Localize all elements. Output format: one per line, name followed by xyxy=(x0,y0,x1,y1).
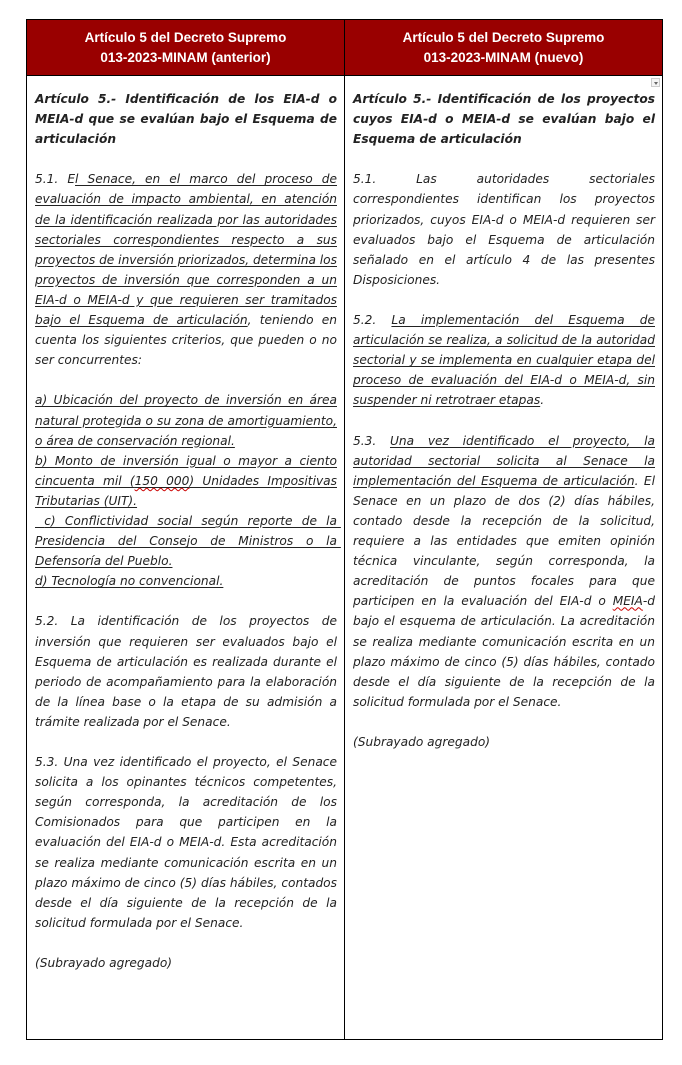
article-title-new: Artículo 5.- Identificación de los proyectos cuyos EIA-d o MEIA-d se evalúan bajo el Esquema de articulación xyxy=(353,92,655,147)
note-new: (Subrayado agregado) xyxy=(353,735,491,749)
cell-new xyxy=(345,76,662,1039)
header-new-line2: 013-2023-MINAM (nuevo) xyxy=(423,49,584,65)
p51-suffix: , teniendo en cuenta los siguientes criterios, que pueden o no ser concurrentes: xyxy=(35,313,338,368)
header-previous-line1: Artículo 5 del Decreto Supremo xyxy=(84,29,287,45)
criterion-b-pre: b) Monto de inversión igual o mayor a ciento cincuenta mil ( xyxy=(35,453,337,488)
p52-underlined: La implementación del Esquema de articulación se realiza, a solicitud de la autoridad sectorial y se implementa en cualquier etapa del proceso de evaluación del EIA-d o MEIA-d, sin suspender ni retrotraer etapas xyxy=(353,313,655,408)
criterion-b-number: 150 000 xyxy=(134,473,190,488)
comparison-table xyxy=(26,19,663,1040)
header-new xyxy=(345,20,662,76)
p53-prefix: 5.3. xyxy=(353,433,390,448)
article-title-previous: Artículo 5.- Identificación de los EIA-d o MEIA-d que se evalúan bajo el Esquema de articulación xyxy=(35,92,337,147)
criterion-b-post: ) Unidades Impositivas Tributarias (UIT). xyxy=(35,473,337,508)
paragraph-5-1-previous xyxy=(35,169,337,370)
p53-mid: . El Senace en un plazo de dos (2) días hábiles, contado desde la recepción de la solicitud, requiere a las entidades que emiten opinión técnica vinculante, según corresponda, la acreditación de puntos focales para que participen en la evaluación del EIA-d o xyxy=(353,473,655,609)
header-previous xyxy=(27,20,345,76)
p51-prefix: 5.1. E xyxy=(35,172,76,187)
p51-underlined: l Senace, en el marco del proceso de evaluación de impacto ambiental, en atención de la identificación realizada por las autoridades sectoriales correspondientes respecto a sus proyectos de inversión priorizados, determina los proyectos de inversión que corresponden a un EIA-d o MEIA-d y que requieren ser tramitados bajo el Esquema de articulación xyxy=(35,172,337,328)
dropdown-arrow-icon[interactable] xyxy=(651,78,660,87)
header-previous-line2: 013-2023-MINAM (anterior) xyxy=(100,49,271,65)
paragraph-5-3-previous: 5.3. Una vez identificado el proyecto, el Senace solicita a los opinantes técnicos competentes, según corresponda, la acreditación de los Comisionados para que participen en la evaluación del EIA-d o MEIA-d. Esta acreditación se realiza mediante comunicación escrita en un plazo máximo de cinco (5) días hábiles, contados desde el día siguiente de la recepción de la solicitud formulada por el Senace. xyxy=(35,755,337,930)
p53-meia: MEIA xyxy=(612,594,643,609)
paragraph-5-1-new: 5.1. Las autoridades sectoriales correspondientes identifican los proyectos priorizados, cuyos EIA-d o MEIA-d requieren ser evaluados bajo el Esquema de articulación señalado en el artículo 4 de las presentes Disposiciones. xyxy=(353,172,655,287)
note-previous: (Subrayado agregado) xyxy=(35,956,173,971)
p53-underlined: Una vez identificado el proyecto, la autoridad sectorial solicita al Senace la implementación del Esquema de articulación xyxy=(353,433,655,488)
criterion-c: c) Conflictividad social según reporte de la Presidencia del Consejo de Ministros o la Defensoría del Pueblo. xyxy=(35,513,341,569)
paragraph-5-2-previous: 5.2. La identificación de los proyectos de inversión que requieren ser evaluados bajo el Esquema de articulación es realizada durante el periodo de acompañamiento para la elaboración de la línea base o la etapa de su admisión a trámite realizada por el Senace. xyxy=(35,614,337,729)
criterion-a: a) Ubicación del proyecto de inversión en área natural protegida o su zona de amortiguamiento, o área de conservación regional. xyxy=(35,393,337,448)
header-new-line1: Artículo 5 del Decreto Supremo xyxy=(402,29,605,45)
criterion-b xyxy=(35,451,337,511)
paragraph-5-2-new xyxy=(353,310,655,410)
p52-suffix: . xyxy=(540,393,545,408)
p52-prefix: 5.2. xyxy=(353,313,392,328)
paragraph-5-3-new xyxy=(353,431,655,712)
criterion-d: d) Tecnología no convencional. xyxy=(35,574,224,589)
cell-previous xyxy=(27,76,345,1039)
p53-tail: -d bajo el esquema de articulación. La acreditación se realiza mediante comunicación escrita en un plazo máximo de cinco (5) días hábiles, contado desde el día siguiente de la recepción de la solicitud formulada por el Senace. xyxy=(353,594,655,709)
